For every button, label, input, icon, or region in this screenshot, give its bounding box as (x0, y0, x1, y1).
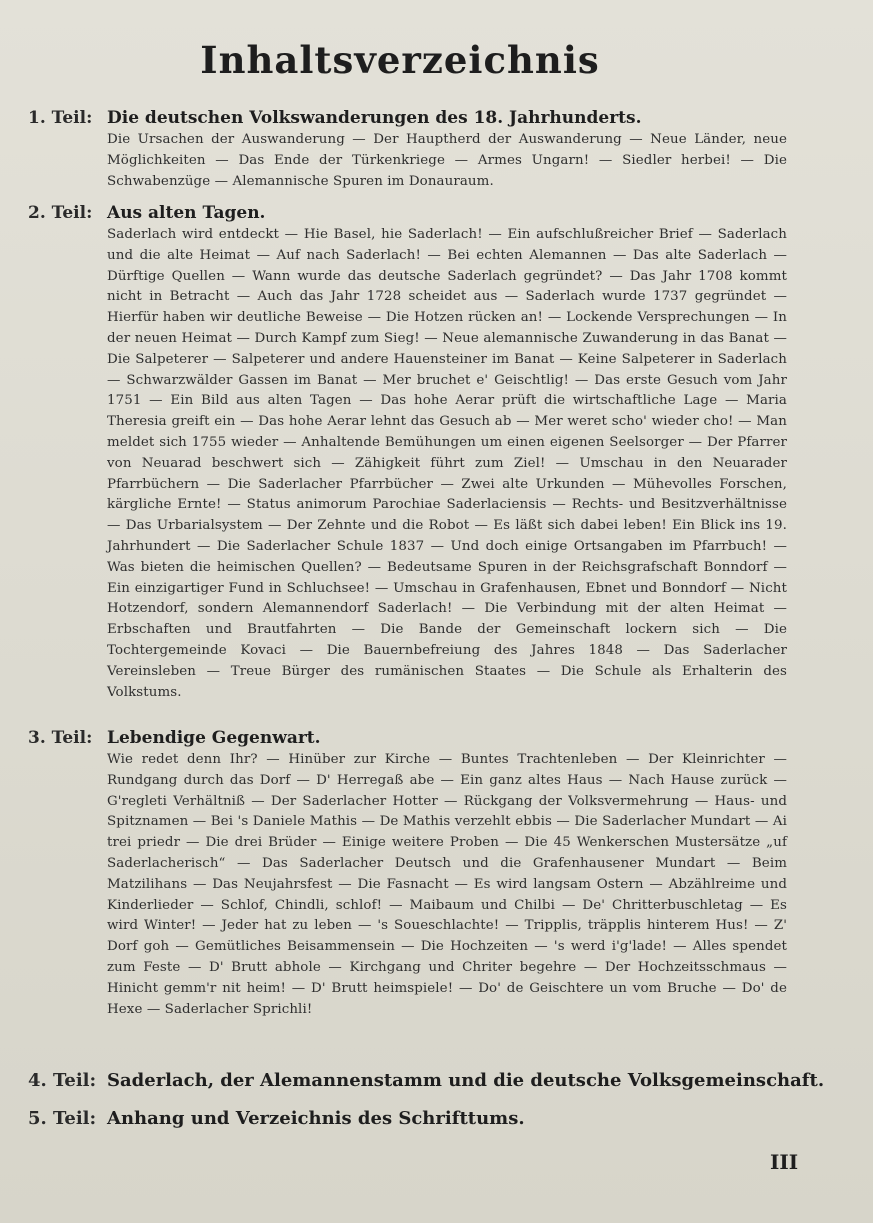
section-text: Saderlach wird entdeckt — Hie Basel, hie Saderlach! — Ein aufschlußreicher Brief — Saderlach und die alte Heimat — Auf nach Saderlach! — Bei echten Alemannen — Das alte Saderlach — Dürftige Quellen — Wann wurde das deutsche Saderlach gegründet? — Das Jahr 1708 kommt nicht in Betracht — Auch das Jahr 1728 scheidet aus — Saderlach wurde 1737 gegründet — Hierfür haben wir deutliche Beweise — Die Hotzen rücken an! — Lockende Versprechungen — In der neuen Heimat — Durch Kampf zum Sieg! — Neue alemannische Zuwanderung in das Banat — Die Salpeterer — Salpeterer und andere Hauensteiner im Banat — Keine Salpeterer in Saderlach — Schwarzwälder Gassen im Banat — Mer bruchet e' Geischtlig! — Das erste Gesuch vom Jahr 1751 — Ein Bild aus alten Tagen — Das hohe Aerar prüft die wirtschaftliche Lage — Maria Theresia greift ein — Das hohe Aerar lehnt das Gesuch ab — Mer weret scho' wieder cho! — Man meldet sich 1755 wieder — Anhaltende Bemühungen um einen eigenen Seelsorger — Der Pfarrer von Neuarad beschwert sich — Zähigkeit führt zum Ziel! — Umschau in den Neuarader Pfarrbüchern — Die Saderlacher Pfarrbücher — Zwei alte Urkunden — Mühevolles Forschen, kärgliche Ernte! — Status animorum Parochiae Saderlaciensis — Rechts- und Besitzverhältnisse — Das Urbarialsystem — Der Zehnte und die Robot — Es läßt sich dabei leben! Ein Blick ins 19. Jahrhundert — Die Saderlacher Schule 1837 — Und doch einige Ortsangaben im Pfarrbuch! — Was bieten die heimischen Quellen? — Bedeutsame Spuren in der Reichsgrafschaft Bonndorf — Ein einzigartiger Fund in Schluchsee! — Umschau in Grafenhausen, Ebnet und Bonndorf — Nicht Hotzendorf, sondern Alemannendorf Saderlach! — Die Verbindung mit der alten Heimat — Erbschaften und Brautfahrten — Die Bande der Gemeinschaft lockern sich — Die Tochtergemeinde Kovaci — Die Bauernbefreiung des Jahres 1848 — Das Saderlacher Vereinsleben — Treue Bürger des rumänischen Staates — Die Schule als Erhalterin des Volkstums. (107, 227, 787, 700)
page-number: III (770, 1150, 799, 1174)
section-text: Wie redet denn Ihr? — Hinüber zur Kirche — Buntes Trachtenleben — Der Kleinrichter — Rundgang durch das Dorf — D' Herregaß abe — Ein ganz altes Haus — Nach Hause zurück — G'regleti Verhältniß — Der Saderlacher Hotter — Rückgang der Volksvermehrung — Haus- und Spitznamen — Bei 's Daniele Mathis — De Mathis verzehlt ebbis — Die Saderlacher Mundart — Ai trei priedr — Die drei Brüder — Einige weitere Proben — Die 45 Wenkerschen Mustersätze „uf Saderlacherisch“ — Das Saderlacher Deutsch und die Grafenhausener Mundart — Beim Matzilihans — Das Neujahrsfest — Die Fasnacht — Es wird langsam Ostern — Abzählreime und Kinderlieder — Schlof, Chindli, schlof! — Maibaum und Chilbi — De' Chritterbuschletag — Es wird Winter! — Jeder hat zu leben — 's Soueschlachte! — Tripplis, träpplis hinterem Hus! — Z' Dorf goh — Gemütliches Beisammensein — Die Hochzeiten — 's werd i'g'lade! — Alles spendet zum Feste — D' Brutt abhole — Kirchgang und Chriter begehre — Der Hochzeitsschmaus — Hinicht gemm'r nit heim! — D' Brutt heimspiele! — Do' de Geischtere un vom Bruche — Do' de Hexe — Saderlacher Sprichli! (107, 752, 787, 1017)
section-heading: Aus alten Tagen. (107, 203, 266, 223)
section-heading: Saderlach, der Alemannenstamm und die deutsche Volksgemeinschaft. (107, 1070, 825, 1091)
page-title: Inhaltsverzeichnis (200, 38, 600, 82)
section-heading: Anhang und Verzeichnis des Schrifttums. (107, 1108, 525, 1129)
section-label: 2. Teil: (28, 203, 93, 223)
section-text: Die Ursachen der Auswanderung — Der Hauptherd der Auswanderung — Neue Länder, neue Möglichkeiten — Das Ende der Türkenkriege — Armes Ungarn! — Siedler herbei! — Die Schwabenzüge — Alemannische Spuren im Donauraum. (107, 132, 787, 189)
section-label: 1. Teil: (28, 108, 93, 128)
section-heading: Lebendige Gegenwart. (107, 728, 321, 748)
section-label: 5. Teil: (28, 1108, 97, 1129)
section-label: 3. Teil: (28, 728, 93, 748)
section-heading: Die deutschen Volkswanderungen des 18. Jahrhunderts. (107, 108, 642, 128)
section-label: 4. Teil: (28, 1070, 97, 1091)
